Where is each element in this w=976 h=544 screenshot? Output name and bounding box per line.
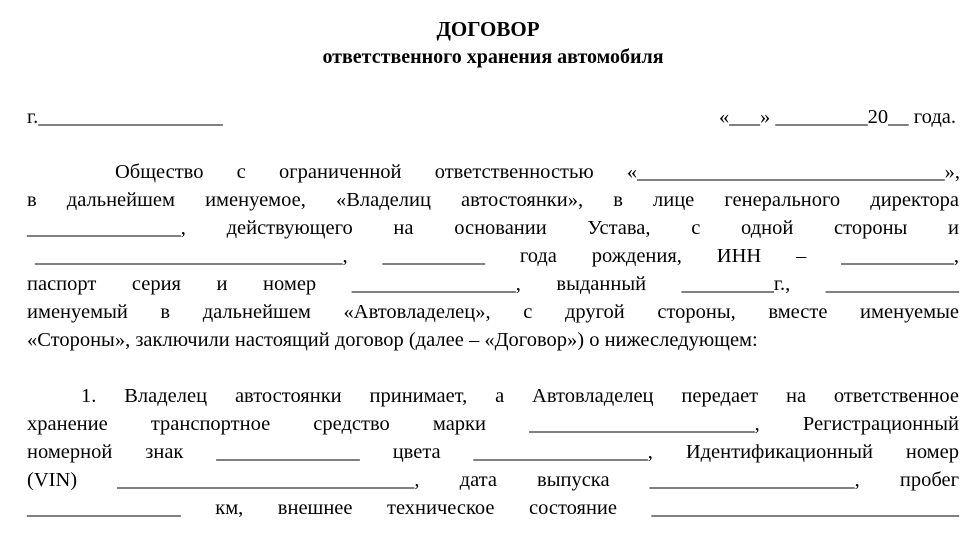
document-subtitle: ответственного хранения автомобиля <box>322 46 664 68</box>
clause-1-line-3: номерной знак ______________ цвета _________________, Идентификационный номер <box>27 441 959 463</box>
preamble-line-2: в дальнейшем именуемое, «Владелиц автостоянки», в лице генерального директора <box>27 189 959 211</box>
preamble-line-5: паспорт серия и номер ________________, выданный _________г., _____________ <box>27 273 959 295</box>
clause-1-line-4: (VIN) _____________________________, дата выпуска ____________________, пробег <box>27 469 959 491</box>
place-field: г.__________________ <box>27 106 223 128</box>
preamble-line-3: _______________, действующего на основании Устава, с одной стороны и <box>27 217 959 239</box>
clause-1-line-5: _______________ км, внешнее техническое состояние ______________________________ <box>27 497 959 519</box>
preamble-line-4: ______________________________, __________ года рождения, ИНН – ___________, <box>35 245 959 267</box>
date-field: «___» _________20__ года. <box>719 106 956 128</box>
preamble-line-6: именуемый в дальнейшем «Автовладелец», с другой стороны, вместе именуемые <box>27 301 959 323</box>
document-title: ДОГОВОР <box>436 17 540 41</box>
preamble-line-7: «Стороны», заключили настоящий договор (далее – «Договор») о нижеследующем: <box>27 329 758 351</box>
clause-1-line-1: 1. Владелец автостоянки принимает, а Автовладелец передает на ответственное <box>81 385 959 407</box>
clause-1-line-2: хранение транспортное средство марки ______________________, Регистрационный <box>27 413 959 435</box>
preamble-line-1: Общество с ограниченной ответственностью «______________________________», <box>115 161 960 183</box>
